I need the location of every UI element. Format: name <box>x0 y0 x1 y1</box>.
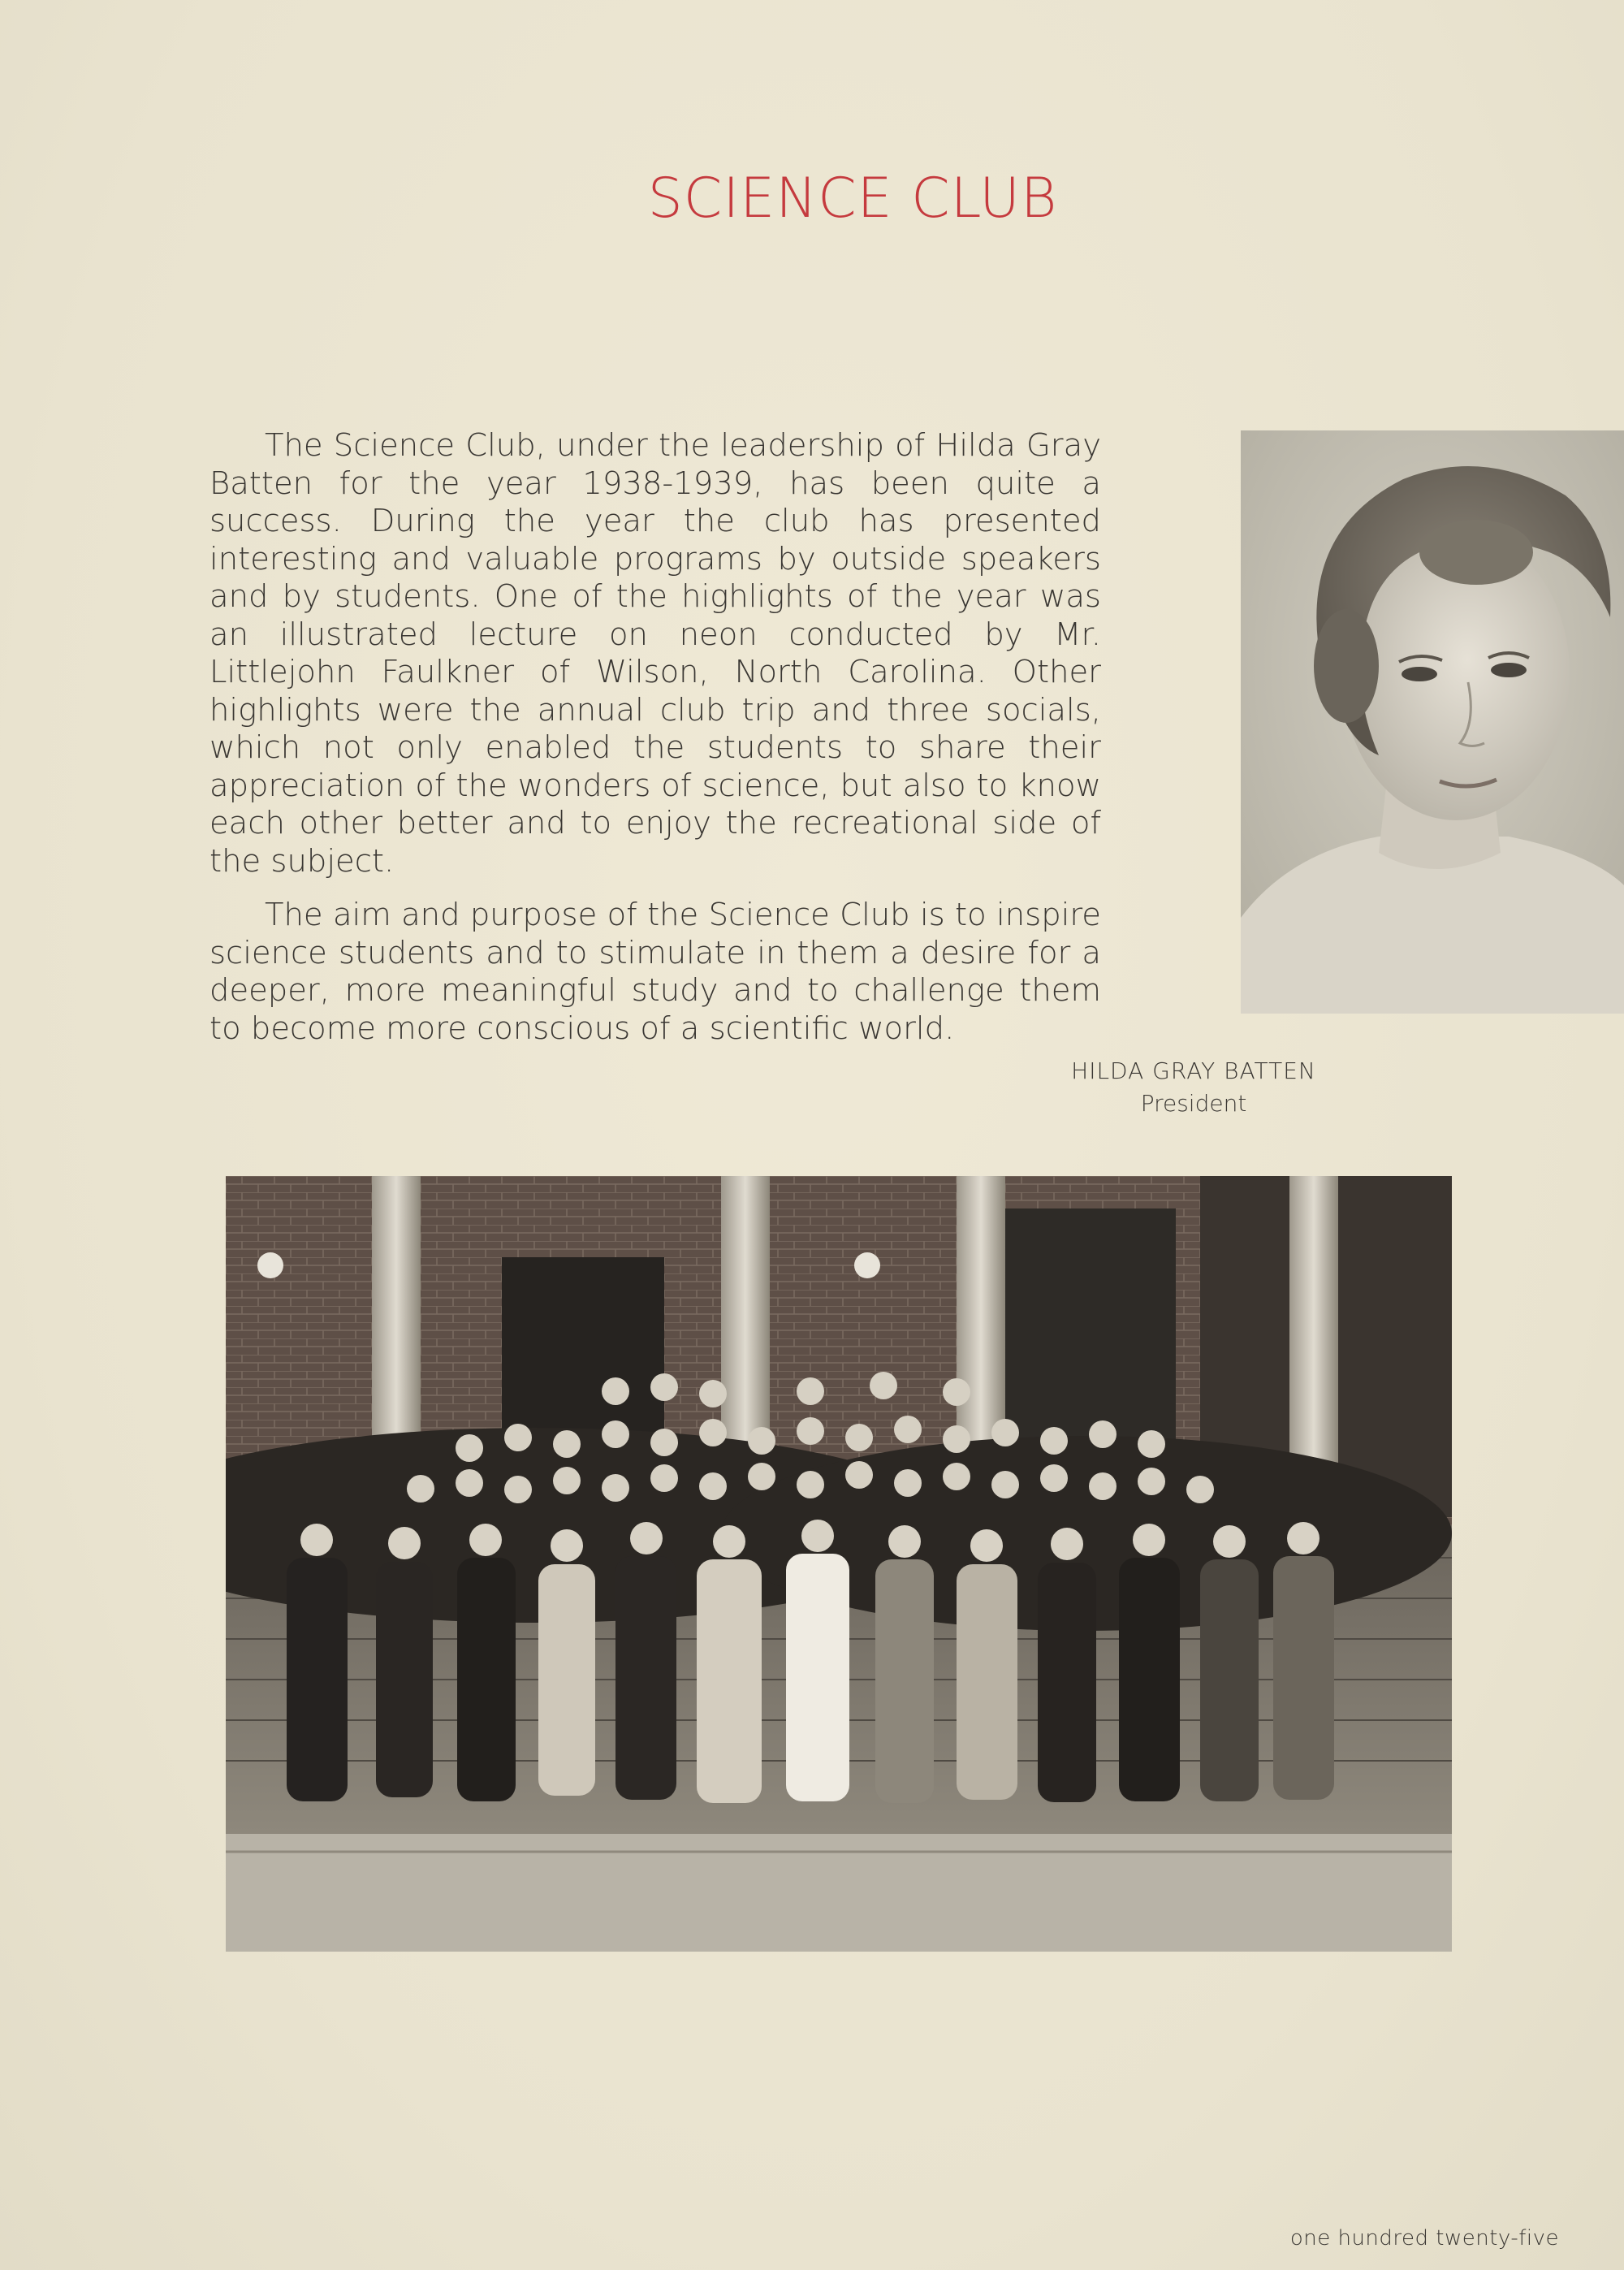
page-title: SCIENCE CLUB <box>647 166 1058 231</box>
paragraph-1: The Science Club, under the leadership of Hilda Gray Batten for the year 1938-1939, has been quite a success. During the year the club has presented interesting and valuable programs by outside speakers and by students. One of the highlights of the year was an illustrated lecture on neon conducted by Mr. Littlejohn Faulkner of Wilson, North Carolina. Other highlights were the annual club trip and three socials, which not only enabled the students to share their appreciation of the wonders of science, but also to know each other better and to enjoy the recreational side of the subject. <box>209 427 1101 880</box>
president-title: President <box>1140 1090 1247 1117</box>
paragraph-2: The aim and purpose of the Science Club is to inspire science students and to stimulate in them a desire for a deeper, more meaningful study and to challenge them to become more conscious of a scientific world. <box>209 897 1101 1047</box>
club-description <box>209 427 1101 1064</box>
president-name: HILDA GRAY BATTEN <box>1071 1057 1316 1084</box>
page-number: one hundred twenty-five <box>1289 2226 1559 2251</box>
president-portrait-photo <box>1241 430 1624 1014</box>
club-group-photo <box>226 1176 1452 1952</box>
